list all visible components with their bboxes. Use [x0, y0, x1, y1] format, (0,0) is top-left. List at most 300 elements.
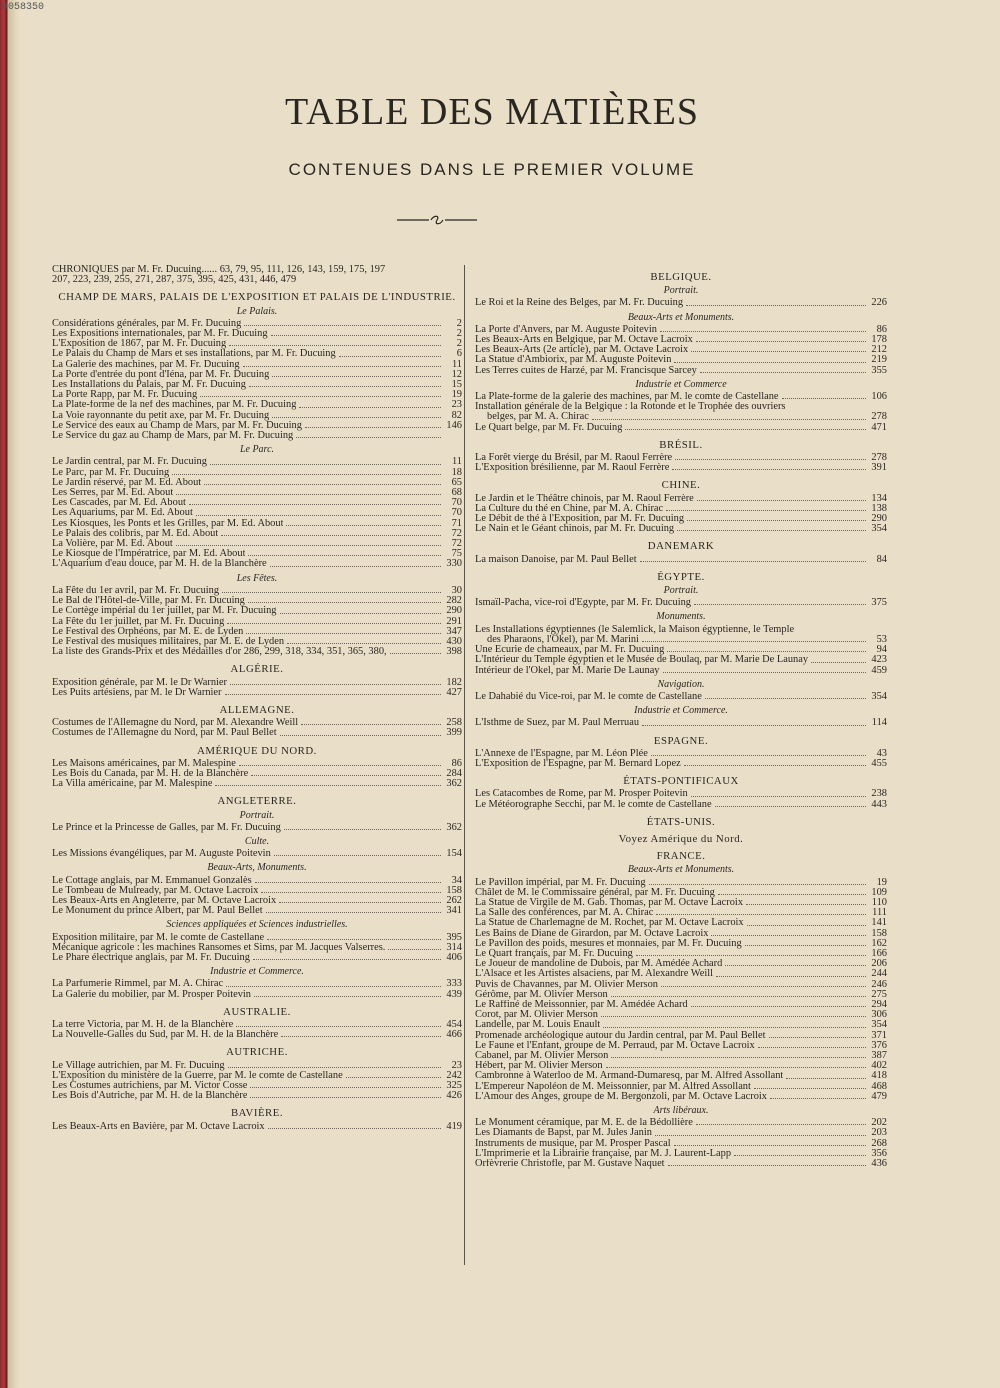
- page-number: 158: [446, 884, 462, 896]
- entry-title: L'Exposition du ministère de la Guerre, par M. le comte de Castellane: [52, 1070, 343, 1081]
- toc-entry: [52, 319, 462, 329]
- dot-leader: [668, 1165, 866, 1166]
- page-number: 356: [871, 1147, 887, 1159]
- dot-leader: [651, 755, 866, 756]
- entry-title: Le Monument céramique, par M. E. de la Bédollière: [475, 1118, 693, 1129]
- entry-title: L'Annexe de l'Espagne, par M. Léon Plée: [475, 748, 648, 759]
- dot-leader: [222, 592, 441, 593]
- toc-entry: [52, 678, 462, 688]
- entry-title: La maison Danoise, par M. Paul Bellet: [475, 554, 637, 565]
- entry-title: La Salle des conférences, par M. A. Chirac: [475, 908, 654, 919]
- page-number: 278: [871, 452, 887, 464]
- entry-title: Le Météorographe Secchi, par M. le comte de Castellane: [475, 799, 712, 810]
- section-heading: ANGLETERRE.: [217, 795, 297, 808]
- entry-title: Les Cascades, par M. Ed. About: [52, 498, 186, 509]
- toc-entry: [475, 1159, 887, 1169]
- entry-title: Ismaïl-Pacha, vice-roi d'Égypte, par M. Fr. Ducuing: [475, 598, 691, 609]
- page-number: 86: [451, 757, 462, 769]
- subsection-heading: Le Palais.: [236, 305, 278, 317]
- entry-title: Le Kiosque de l'Impératrice, par M. Ed. About: [52, 549, 246, 560]
- section-heading: FRANCE.: [656, 850, 706, 863]
- dot-leader: [239, 765, 441, 766]
- entry-title: Promenade archéologique autour du Jardin central, par M. Paul Bellet: [475, 1030, 766, 1041]
- entry-title: Cabanel, par M. Olivier Merson: [475, 1051, 609, 1061]
- subsection-heading: Sciences appliquées et Sciences industrielles.: [166, 919, 348, 931]
- dot-leader: [642, 641, 866, 642]
- page-number: 314: [446, 941, 462, 953]
- catalog-stamp: 0058350: [2, 2, 45, 13]
- dot-leader: [696, 341, 866, 342]
- toc-entry: [52, 370, 462, 380]
- dot-leader: [811, 662, 866, 663]
- page-number: 406: [446, 951, 462, 963]
- page-number: 72: [451, 538, 462, 550]
- entry-title: Le Palais du Champ de Mars et ses installations, par M. Fr. Ducuing: [52, 349, 336, 360]
- entry-title: Considérations générales, par M. Fr. Ducuing: [52, 318, 242, 329]
- toc-entry: [475, 918, 887, 928]
- subsection-heading: Industrie et Commerce.: [210, 966, 304, 978]
- dot-leader: [674, 362, 866, 363]
- page-number: 203: [871, 1127, 887, 1139]
- dot-leader: [274, 855, 441, 856]
- dot-leader: [769, 1037, 866, 1038]
- entry-title: Le Raffiné de Meissonnier, par M. Amédée Achard: [475, 999, 688, 1010]
- dot-leader: [210, 464, 441, 465]
- toc-entry: [52, 637, 462, 647]
- dot-leader: [642, 725, 866, 726]
- dot-leader: [339, 356, 441, 357]
- dot-leader: [176, 494, 441, 495]
- entry-title: Les Expositions internationales, par M. Fr. Ducuing: [52, 329, 268, 340]
- page-number: 398: [446, 646, 462, 658]
- page-number: 290: [871, 513, 887, 525]
- page-number: 333: [446, 978, 462, 990]
- page-number: 226: [871, 297, 887, 309]
- toc-entry: [475, 463, 887, 473]
- toc-entry: [475, 366, 887, 376]
- page-number: 84: [876, 553, 887, 565]
- toc-entry: [475, 1071, 887, 1081]
- page-number: 399: [446, 727, 462, 739]
- entry-title: Corot, par M. Olivier Merson: [475, 1010, 598, 1021]
- toc-entry: [475, 718, 887, 728]
- page-number: 430: [446, 635, 462, 647]
- dot-leader: [696, 1124, 866, 1125]
- subsection-heading: Beaux-Arts, Monuments.: [207, 862, 307, 874]
- toc-entry: [52, 1071, 462, 1081]
- entry-title: Le Jardin réservé, par M. Ed. About: [52, 477, 202, 488]
- subsection-heading: Culte.: [244, 835, 270, 847]
- toc-entry: [475, 1082, 887, 1092]
- toc-entry: [475, 355, 887, 365]
- page-number: 439: [446, 988, 462, 1000]
- toc-entry: [52, 990, 462, 1000]
- dot-leader: [388, 949, 441, 950]
- toc-entry: [475, 494, 887, 504]
- toc-entry: [475, 423, 887, 433]
- dot-leader: [286, 525, 441, 526]
- dot-leader: [661, 986, 866, 987]
- entry-title: La Fête du 1er avril, par M. Fr. Ducuing: [52, 585, 220, 596]
- entry-title: L'Imprimerie et la Librairie française, par M. J. Laurent-Lapp: [475, 1148, 732, 1159]
- page-subtitle: CONTENUES DANS LE PREMIER VOLUME: [288, 160, 696, 179]
- page-number: 65: [451, 476, 462, 488]
- toc-entry: [475, 1118, 887, 1128]
- entry-title: Les Bois du Canada, par M. H. de la Blanchère: [52, 768, 249, 779]
- page-number: 70: [451, 507, 462, 519]
- subsection-heading: Industrie et Commerce.: [634, 705, 728, 717]
- page-number: 282: [446, 595, 462, 607]
- dot-leader: [656, 914, 866, 915]
- page-number: 275: [871, 988, 887, 1000]
- toc-entry: [475, 969, 887, 979]
- entry-title: Le Dahabié du Vice-roi, par M. le comte de Castellane: [475, 691, 702, 702]
- toc-entry: [52, 953, 462, 963]
- section-heading: ÉTATS-PONTIFICAUX: [623, 775, 739, 788]
- page-number: 330: [446, 558, 462, 570]
- page-number: 2: [456, 317, 462, 329]
- dot-leader: [663, 672, 867, 673]
- subsection-heading: Portrait.: [663, 285, 699, 297]
- dot-leader: [200, 396, 441, 397]
- entry-title: Exposition militaire, par M. le comte de Castellane: [52, 932, 265, 943]
- toc-entry: [52, 339, 462, 349]
- entry-title: La Porte d'Anvers, par M. Auguste Poitevin: [475, 324, 657, 335]
- entry-title: La Porte d'entrée du pont d'Iéna, par M. Fr. Ducuing: [52, 369, 270, 380]
- page-number: 94: [876, 644, 887, 656]
- toc-entry: [475, 939, 887, 949]
- dot-leader: [674, 1145, 866, 1146]
- entry-title: La Statue de Virgile de M. Gab. Thomas, par M. Octave Lacroix: [475, 897, 744, 908]
- page-number: 423: [871, 654, 887, 666]
- page-number: 158: [871, 927, 887, 939]
- toc-line: CHRONIQUES par M. Fr. Ducuing...... 63, 79, 95, 111, 126, 143, 159, 175, 197: [52, 265, 386, 275]
- dot-leader: [718, 894, 866, 895]
- page-number: 443: [871, 798, 887, 810]
- page-number: 15: [451, 379, 462, 391]
- page-number: 30: [451, 584, 462, 596]
- toc-entry: [475, 1020, 887, 1030]
- entry-title: La Villa américaine, par M. Malespine: [52, 779, 213, 790]
- book-spine: [0, 0, 20, 1388]
- subsection-heading: Les Fêtes.: [236, 572, 278, 584]
- entry-title: Hébert, par M. Olivier Merson: [475, 1061, 603, 1072]
- entry-title: Les Puits artésiens, par M. le Dr Warnier: [52, 687, 222, 698]
- dot-leader: [244, 325, 441, 326]
- dot-leader: [270, 566, 441, 567]
- entry-title: Orfèvrerie Christofle, par M. Gustave Naquet: [475, 1159, 665, 1170]
- toc-entry: [52, 718, 462, 728]
- dot-leader: [267, 939, 441, 940]
- entry-title: Mécanique agricole : les machines Ransomes et Sims, par M. Jacques Valserres.: [52, 942, 386, 953]
- dot-leader: [225, 694, 441, 695]
- dot-leader: [284, 829, 441, 830]
- entry-title: Le Pavillon des poids, mesures et monnaies, par M. Fr. Ducuing: [475, 938, 742, 949]
- page-number: 82: [451, 409, 462, 421]
- entry-title: belges, par M. A. Chirac: [487, 412, 589, 423]
- page-number: 354: [871, 1019, 887, 1031]
- dot-leader: [625, 429, 866, 430]
- toc-entry: [52, 933, 462, 943]
- dot-leader: [684, 765, 866, 766]
- page-number: 471: [871, 421, 887, 433]
- toc-entry: [52, 617, 462, 627]
- entry-title: Exposition générale, par M. le Dr Warnier: [52, 677, 227, 688]
- entry-title: Les Beaux-Arts en Angleterre, par M. Octave Lacroix: [52, 895, 277, 906]
- dot-leader: [251, 775, 441, 776]
- page-number: 246: [871, 978, 887, 990]
- toc-entry: [475, 555, 887, 565]
- toc-entry: [52, 1091, 462, 1101]
- page-number: 459: [871, 664, 887, 676]
- section-heading: DANEMARK: [647, 540, 715, 553]
- entry-title: Une Écurie de chameaux, par M. Fr. Ducuing: [475, 645, 665, 656]
- toc-entry: [475, 759, 887, 769]
- entry-title: La Volière, par M. Ed. About: [52, 539, 173, 550]
- toc-entry: [475, 800, 887, 810]
- dot-leader: [272, 417, 441, 418]
- page-number: 468: [871, 1080, 887, 1092]
- entry-title: Les Maisons américaines, par M. Malespine: [52, 758, 236, 769]
- page-number: 427: [446, 686, 462, 698]
- toc-entry: [475, 1051, 887, 1061]
- entry-title: La Statue d'Ambiorix, par M. Auguste Poitevin: [475, 355, 672, 366]
- page-number: 146: [446, 419, 462, 431]
- page-number: 134: [871, 492, 887, 504]
- dot-leader: [649, 884, 866, 885]
- dot-leader: [660, 331, 866, 332]
- page-number: 141: [871, 917, 887, 929]
- entry-title: Instruments de musique, par M. Prosper Pascal: [475, 1138, 671, 1149]
- entry-title: Les Costumes autrichiens, par M. Victor Cosse: [52, 1081, 248, 1092]
- subsection-heading: Beaux-Arts et Monuments.: [627, 864, 735, 876]
- page-number: 375: [871, 597, 887, 609]
- dot-leader: [725, 965, 866, 966]
- entry-title: Les Beaux-Arts (2e article), par M. Octave Lacroix: [475, 345, 689, 356]
- section-heading: CHINE.: [661, 479, 701, 492]
- dot-leader: [266, 912, 441, 913]
- page-number: 262: [446, 894, 462, 906]
- dot-leader: [716, 976, 866, 977]
- toc-entry: [475, 1139, 887, 1149]
- dot-leader: [271, 335, 441, 336]
- toc-entry: [475, 655, 887, 665]
- toc-entry: [475, 980, 887, 990]
- toc-entry: [475, 888, 887, 898]
- right-column: [475, 265, 887, 1169]
- entry-title: Le Service du gaz au Champ de Mars, par M. Fr. Ducuing: [52, 431, 294, 442]
- page-number: 110: [871, 896, 887, 908]
- dot-leader: [215, 785, 441, 786]
- page-number: 391: [871, 462, 887, 474]
- section-heading: ALGÉRIE.: [230, 663, 284, 676]
- dot-leader: [281, 1036, 441, 1037]
- entry-title: Le Phare électrique anglais, par M. Fr. Ducuing: [52, 952, 250, 963]
- toc-entry: [52, 1030, 462, 1040]
- dot-leader: [687, 520, 866, 521]
- subsection-heading: Monuments.: [656, 611, 706, 623]
- toc-entry: [475, 345, 887, 355]
- entry-title: Le Cottage anglais, par M. Emmanuel Gonzalès: [52, 875, 252, 886]
- entry-title: des Pharaons, l'Okel), par M. Marini: [487, 634, 639, 645]
- dot-leader: [228, 1067, 441, 1068]
- entry-title: La Fête du 1er juillet, par M. Fr. Ducuing: [52, 616, 225, 627]
- section-heading: AUTRICHE.: [226, 1046, 288, 1059]
- dot-leader: [754, 1088, 866, 1089]
- toc-entry: [475, 990, 887, 1000]
- entry-title: Le Jardin et le Théâtre chinois, par M. Raoul Ferrère: [475, 493, 694, 504]
- toc-entry: [475, 412, 887, 422]
- toc-entry: [475, 453, 887, 463]
- toc-entry: [52, 400, 462, 410]
- entry-title: Le Tombeau de Mulready, par M. Octave Lacroix: [52, 885, 259, 896]
- entry-title: La Voie rayonnante du petit axe, par M. Fr. Ducuing: [52, 410, 270, 421]
- dot-leader: [280, 735, 441, 736]
- toc-entry: [52, 390, 462, 400]
- dot-leader: [667, 651, 866, 652]
- page-number: 75: [451, 548, 462, 560]
- page-number: 114: [871, 717, 887, 729]
- toc-entry: [52, 1061, 462, 1071]
- entry-title: L'Alsace et les Artistes alsaciens, par M. Alexandre Weill: [475, 969, 714, 980]
- section-heading: BRÉSIL.: [659, 438, 703, 451]
- dot-leader: [346, 1077, 441, 1078]
- section-heading: ALLEMAGNE.: [219, 703, 295, 716]
- subsection-heading: Portrait.: [663, 585, 699, 597]
- section-heading: Voyez Amérique du Nord.: [618, 832, 744, 845]
- subsection-heading: Beaux-Arts et Monuments.: [627, 311, 735, 323]
- entry-title: Le Quart belge, par M. Fr. Ducuing: [475, 422, 623, 433]
- dot-leader: [770, 1098, 866, 1099]
- dot-leader: [611, 996, 866, 997]
- entry-title: L'Exposition de 1867, par M. Fr. Ducuing: [52, 339, 227, 350]
- page-number: 19: [451, 389, 462, 401]
- entry-title: La Plate-forme de la galerie des machines, par M. le comte de Castellane: [475, 392, 779, 403]
- subsection-heading: Le Parc.: [239, 444, 275, 456]
- page-number: 244: [871, 968, 887, 980]
- toc-entry: [52, 688, 462, 698]
- page-number: 43: [876, 747, 887, 759]
- toc-entry: [52, 596, 462, 606]
- page-number: 418: [871, 1070, 887, 1082]
- page-number: 70: [451, 497, 462, 509]
- dot-leader: [786, 1078, 866, 1079]
- entry-title: Les Bois d'Autriche, par M. H. de la Blanchère: [52, 1091, 248, 1102]
- toc-entry: [52, 769, 462, 779]
- toc-entry: [52, 906, 462, 916]
- page-number: 11: [451, 358, 462, 370]
- page-number: 325: [446, 1080, 462, 1092]
- toc-entry: [52, 943, 462, 953]
- dot-leader: [694, 604, 866, 605]
- dot-leader: [758, 1047, 866, 1048]
- toc-entry: [52, 728, 462, 738]
- page-number: 354: [871, 523, 887, 535]
- page-number: 278: [871, 411, 887, 423]
- toc-entry: [52, 896, 462, 906]
- toc-entry: [52, 498, 462, 508]
- page-number: 23: [451, 399, 462, 411]
- entry-title: Le Bal de l'Hôtel-de-Ville, par M. Fr. Ducuing: [52, 596, 245, 607]
- toc-entry: [475, 749, 887, 759]
- entry-title: Costumes de l'Allemagne du Nord, par M. Paul Bellet: [52, 728, 277, 739]
- subsection-heading: Portrait.: [239, 809, 275, 821]
- toc-entry: [52, 1081, 462, 1091]
- toc-entry: [475, 1092, 887, 1102]
- toc-entry: [475, 645, 887, 655]
- page-number: 387: [871, 1050, 887, 1061]
- dot-leader: [249, 386, 441, 387]
- entry-title: Gérôme, par M. Olivier Merson: [475, 989, 608, 1000]
- toc-entry: [475, 959, 887, 969]
- page-number: 402: [871, 1060, 887, 1072]
- toc-line: 207, 223, 239, 255, 271, 287, 375, 395, 425, 431, 446, 479: [52, 275, 297, 286]
- toc-entry: [52, 478, 462, 488]
- subsection-heading: Industrie et Commerce: [635, 378, 727, 390]
- page-number: 2: [456, 328, 462, 340]
- dot-leader: [204, 484, 441, 485]
- toc-entry: [52, 529, 462, 539]
- toc-entry: [52, 549, 462, 559]
- section-heading: ESPAGNE.: [653, 734, 709, 747]
- entry-title: Le Cortège impérial du 1er juillet, par M. Fr. Ducuing: [52, 606, 277, 617]
- page-number: 53: [876, 633, 887, 645]
- entry-title: Intérieur de l'Okel, par M. Marie De Launay: [475, 665, 660, 676]
- page-number: 34: [451, 874, 462, 886]
- toc-entry: [52, 539, 462, 549]
- page-number: 238: [871, 788, 887, 800]
- entry-title: Le Quart français, par M. Fr. Ducuing: [475, 948, 633, 959]
- page-number: 347: [446, 625, 462, 637]
- entry-title: L'Empereur Napoléon de M. Meissonnier, par M. Alfred Assollant: [475, 1081, 751, 1092]
- entry-title: Le Nain et le Géant chinois, par M. Fr. Ducuing: [475, 524, 675, 535]
- toc-entry: [475, 598, 887, 608]
- toc-entry: [475, 692, 887, 702]
- entry-title: Le Joueur de mandoline de Dubois, par M. Amédée Achard: [475, 959, 723, 970]
- entry-title: Le Pavillon impérial, par M. Fr. Ducuing: [475, 877, 646, 888]
- toc-entry: [52, 508, 462, 518]
- page-number: 202: [871, 1117, 887, 1129]
- toc-entry: [52, 647, 462, 657]
- dot-leader: [601, 1016, 866, 1017]
- page-number: 306: [871, 1009, 887, 1021]
- toc-entry: [52, 759, 462, 769]
- section-heading: BAVIÈRE.: [230, 1107, 284, 1120]
- toc-entry: [475, 1128, 887, 1138]
- dot-leader: [299, 407, 441, 408]
- page-number: 11: [451, 456, 462, 468]
- toc-entry: [52, 468, 462, 478]
- page-number: 6: [456, 348, 462, 360]
- dot-leader: [655, 1135, 866, 1136]
- page-number: 419: [446, 1120, 462, 1132]
- toc-entry: [52, 849, 462, 859]
- page-number: 2: [456, 338, 462, 350]
- toc-entry: [52, 627, 462, 637]
- toc-entry: [52, 586, 462, 596]
- dot-leader: [236, 1026, 441, 1027]
- entry-title: Les Diamants de Bapst, par M. Jules Janin: [475, 1128, 652, 1139]
- entry-title: Cambronne à Waterloo de M. Armand-Dumaresq, par M. Alfred Assollant: [475, 1071, 784, 1082]
- entry-title: Les Serres, par M. Ed. About: [52, 488, 174, 499]
- toc-entry: [475, 335, 887, 345]
- page-number: 106: [871, 391, 887, 403]
- entry-title: Les Bains de Diane de Girardon, par M. Octave Lacroix: [475, 928, 709, 939]
- page-number: 138: [871, 502, 887, 514]
- entry-title: L'Amour des Anges, groupe de M. Bergonzoli, par M. Octave Lacroix: [475, 1091, 767, 1102]
- toc-entry: [475, 524, 887, 534]
- toc-entry: [475, 1031, 887, 1041]
